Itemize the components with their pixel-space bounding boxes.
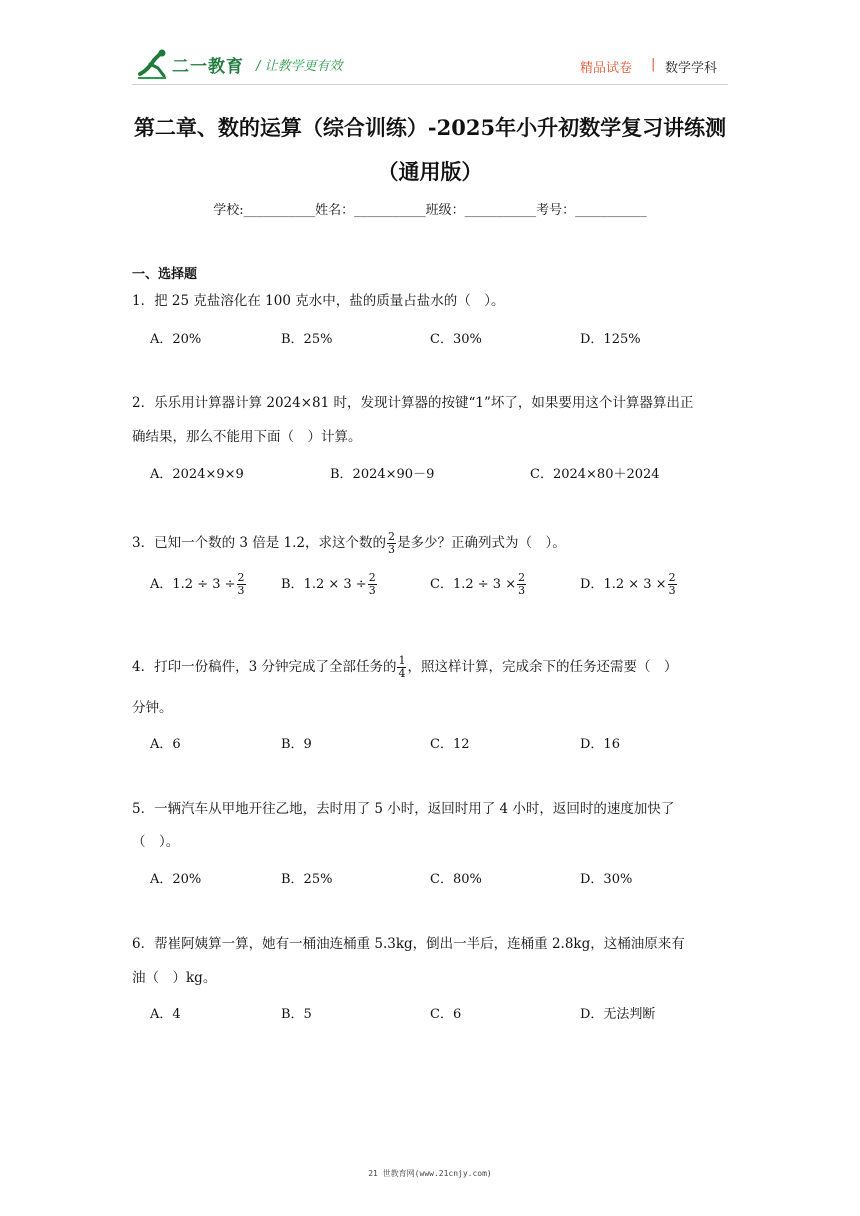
runner-icon xyxy=(136,48,172,80)
question-5-line-2: （ ）。 xyxy=(132,834,180,850)
q1-option-c: C．30% xyxy=(430,332,482,347)
page-subtitle: （通用版） xyxy=(377,159,483,184)
question-4-line-2: 分钟。 xyxy=(132,700,173,716)
q4-option-a: A．6 xyxy=(150,737,181,752)
student-info-fields: 学校:___________姓名：___________班级：___________考号：___________ xyxy=(213,203,647,218)
page-title: 第二章、数的运算（综合训练）-2025年小升初数学复习讲练测 xyxy=(133,115,727,140)
q6-option-c: C．6 xyxy=(430,1007,462,1022)
q1-option-b: B．25% xyxy=(281,332,333,347)
question-2-line-2: 确结果，那么不能用下面（ ）计算。 xyxy=(132,429,362,445)
q3-stem-pre: 3．已知一个数的 3 倍是 1.2，求这个数的 xyxy=(132,535,387,551)
q3-option-b: B．1.2 × 3 ÷ $\frac{2}{3}$ xyxy=(281,571,376,597)
q6-option-d: D．无法判断 xyxy=(580,1007,656,1022)
q3-stem-post: 是多少？正确列式为（ ）。 xyxy=(397,535,566,551)
question-1: 1．把 25 克盐溶化在 100 克水中，盐的质量占盐水的（ ）。 xyxy=(132,293,505,309)
subject-badge: 数学学科 xyxy=(665,61,718,76)
question-4-line-1: 4．打印一份稿件，3 分钟完成了全部任务的 $\frac{1}{4}$ ，照这样计算，完成余下的任务还需要（ ） xyxy=(132,654,678,680)
q6-option-b: B．5 xyxy=(281,1007,312,1022)
question-5-line-1: 5．一辆汽车从甲地开往乙地，去时用了 5 小时，返回时用了 4 小时，返回时的速度加快了 xyxy=(132,801,675,817)
q5-option-a: A．20% xyxy=(150,872,202,887)
q4-option-c: C．12 xyxy=(430,737,470,752)
q2-option-a: A．2024×9×9 xyxy=(150,467,244,482)
section-heading: 一、选择题 xyxy=(132,267,198,282)
q2-option-c: C．2024×80＋2024 xyxy=(530,467,660,482)
q1-option-d: D．125% xyxy=(580,332,641,347)
footer-source: 21 世教育网(www.21cnjy.com) xyxy=(368,1169,492,1178)
q2-option-b: B．2024×90－9 xyxy=(330,467,435,482)
q3-option-a: A．1.2 ÷ 3 ÷ $\frac{2}{3}$ xyxy=(150,571,245,597)
q1-option-a: A．20% xyxy=(150,332,202,347)
q6-option-a: A．4 xyxy=(150,1007,181,1022)
header-divider xyxy=(132,84,728,85)
premium-badge: 精品试卷 xyxy=(580,61,633,76)
q3-option-d: D．1.2 × 3 × $\frac{2}{3}$ xyxy=(580,571,676,597)
q5-option-d: D．30% xyxy=(580,872,633,887)
question-2-line-1: 2．乐乐用计算器计算 2024×81 时，发现计算器的按键“1”坏了，如果要用这个计算器算出正 xyxy=(132,395,694,411)
q5-option-c: C．80% xyxy=(430,872,482,887)
q5-option-b: B．25% xyxy=(281,872,333,887)
q4-fraction: $\frac{1}{4}$ xyxy=(398,654,406,680)
q3-option-c: C．1.2 ÷ 3 × $\frac{2}{3}$ xyxy=(430,571,526,597)
slogan: / 让教学更有效 xyxy=(256,59,343,74)
logo-text: 二一教育 xyxy=(172,57,244,77)
question-6-line-1: 6．帮崔阿姨算一算，她有一桶油连桶重 5.3kg，倒出一半后，连桶重 2.8kg，这桶油原来有 xyxy=(132,936,685,952)
q4-option-b: B．9 xyxy=(281,737,312,752)
q4-option-d: D．16 xyxy=(580,737,620,752)
header-separator: | xyxy=(651,57,656,72)
question-6-line-2: 油（ ）kg。 xyxy=(132,970,217,986)
q3-fraction: $\frac{2}{3}$ xyxy=(388,530,396,556)
question-3 xyxy=(132,527,566,559)
brand-logo xyxy=(136,48,246,80)
